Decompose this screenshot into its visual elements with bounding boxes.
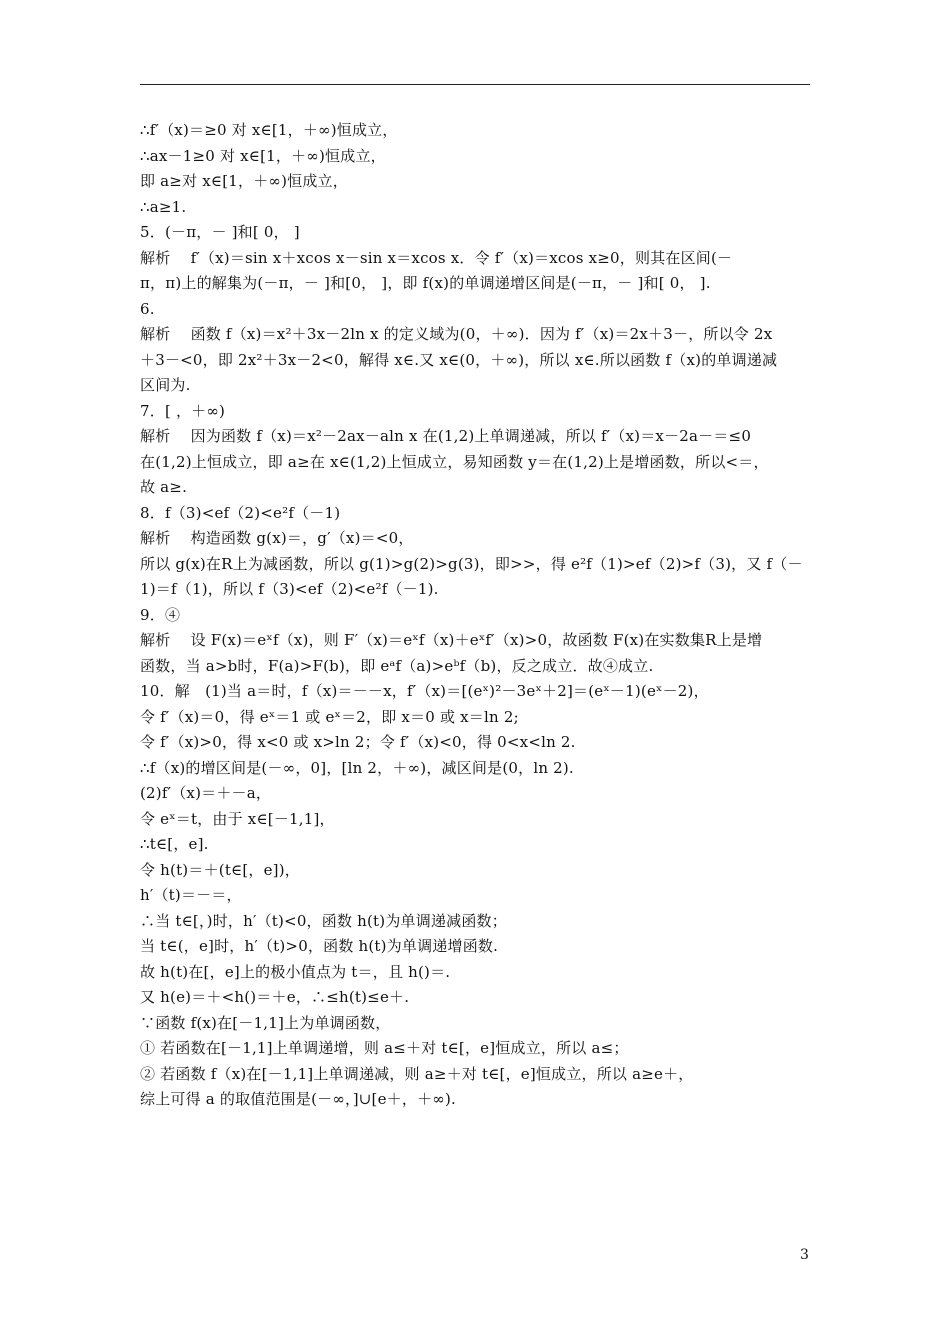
- text-line: π，π)上的解集为(－π，－ ]和[0， ]，即 f(x)的单调递增区间是(－π，－ ]和[ 0， ].: [140, 274, 711, 292]
- text-line: ∵函数 f(x)在[－1,1]上为单调函数，: [140, 1013, 391, 1032]
- text-line: 令 eˣ＝t，由于 x∈[－1,1]，: [140, 809, 335, 828]
- text-line: 所以 g(x)在R上为减函数，所以 g(1)>g(2)>g(3)，即>>，得 e²f（1)>ef（2)>f（3)，又 f（－: [140, 554, 803, 573]
- text-line: 1)＝f（1)，所以 f（3)<ef（2)<e²f（－1).: [140, 580, 439, 598]
- text-line: ∴ax－1≥0 对 x∈[1，＋∞)恒成立，: [140, 146, 386, 165]
- text-line: 令 f′（x)>0，得 x<0 或 x>ln 2；令 f′（x)<0，得 0<x<ln 2.: [140, 733, 576, 751]
- text-line: ∴当 t∈[，)时，h′（t)<0，函数 h(t)为单调递减函数；: [140, 911, 507, 930]
- text-line: ② 若函数 f（x)在[－1,1]上单调递减，则 a≥＋对 t∈[，e]恒成立，所以 a≥e＋，: [140, 1064, 694, 1083]
- text-line: ∴a≥1.: [140, 197, 187, 216]
- page-number: 3: [800, 1247, 809, 1263]
- text-line: 令 h(t)＝＋(t∈[，e])，: [140, 860, 300, 879]
- text-line: 令 f′（x)＝0，得 eˣ＝1 或 eˣ＝2，即 x＝0 或 x＝ln 2;: [140, 707, 519, 726]
- text-line: 即 a≥对 x∈[1，＋∞)恒成立，: [140, 172, 348, 190]
- header-rule: [140, 84, 810, 85]
- text-line: (2)f′（x)＝＋－a，: [140, 784, 272, 802]
- text-line: ∴f（x)的增区间是(－∞，0]，[ln 2，＋∞)，减区间是(0，ln 2).: [140, 758, 574, 777]
- text-line: 9．④: [140, 605, 181, 624]
- text-line: 6.: [140, 299, 155, 318]
- text-line: 又 h(e)＝＋<h()＝＋e，∴≤h(t)≤e＋.: [140, 988, 410, 1006]
- text-line: 区间为.: [140, 376, 191, 394]
- text-line: 10．解 (1)当 a＝时，f（x)＝－－x，f′（x)＝[(eˣ)²－3eˣ＋2]＝(eˣ－1)(eˣ－2)，: [140, 682, 709, 700]
- text-line: 在(1,2)上恒成立，即 a≥在 x∈(1,2)上恒成立，易知函数 y＝在(1,2)上是增函数，所以<＝，: [140, 452, 769, 471]
- text-line: 当 t∈(，e]时，h′（t)>0，函数 h(t)为单调递增函数.: [140, 937, 499, 955]
- text-line: ∴t∈[，e].: [140, 835, 209, 853]
- text-line: 8．f（3)<ef（2)<e²f（－1): [140, 503, 341, 522]
- text-line: 解析 f′（x)＝sin x＋xcos x－sin x＝xcos x．令 f′（x)＝xcos x≥0，则其在区间(－: [140, 248, 733, 267]
- text-line: ① 若函数在[－1,1]上单调递增，则 a≤＋对 t∈[，e]恒成立，所以 a≤；: [140, 1039, 629, 1057]
- text-line: 解析 构造函数 g(x)＝，g′（x)＝<0，: [140, 529, 414, 547]
- text-line: 解析 设 F(x)＝eˣf（x)，则 F′（x)＝eˣf（x)＋eˣf′（x)>0，故函数 F(x)在实数集R上是增: [140, 631, 763, 649]
- text-line: ＋3－<0，即 2x²＋3x－2<0，解得 x∈.又 x∈(0，＋∞)，所以 x∈.所以函数 f（x)的单调递减: [140, 350, 778, 369]
- text-line: 故 a≥.: [140, 478, 188, 496]
- text-line: 5．(－π，－ ]和[ 0， ]: [140, 223, 300, 241]
- text-line: 7．[ ，＋∞): [140, 401, 226, 420]
- text-line: 故 h(t)在[，e]上的极小值点为 t＝，且 h()＝.: [140, 962, 451, 981]
- text-line: 综上可得 a 的取值范围是(－∞，]∪[e＋，＋∞).: [140, 1090, 456, 1108]
- text-line: ∴f′（x)＝≥0 对 x∈[1，＋∞)恒成立，: [140, 121, 398, 139]
- text-line: 解析 函数 f（x)＝x²＋3x－2ln x 的定义域为(0，＋∞)．因为 f′（x)＝2x＋3－，所以令 2x: [140, 325, 773, 343]
- text-line: 解析 因为函数 f（x)＝x²－2ax－aln x 在(1,2)上单调递减，所以 f′（x)＝x－2a－＝≤0: [140, 427, 752, 445]
- solution-text: [140, 118, 820, 1113]
- text-line: h′（t)＝－＝，: [140, 886, 242, 904]
- text-line: 函数，当 a>b时，F(a)>F(b)，即 eᵃf（a)>eᵇf（b)，反之成立．故④成立.: [140, 656, 654, 675]
